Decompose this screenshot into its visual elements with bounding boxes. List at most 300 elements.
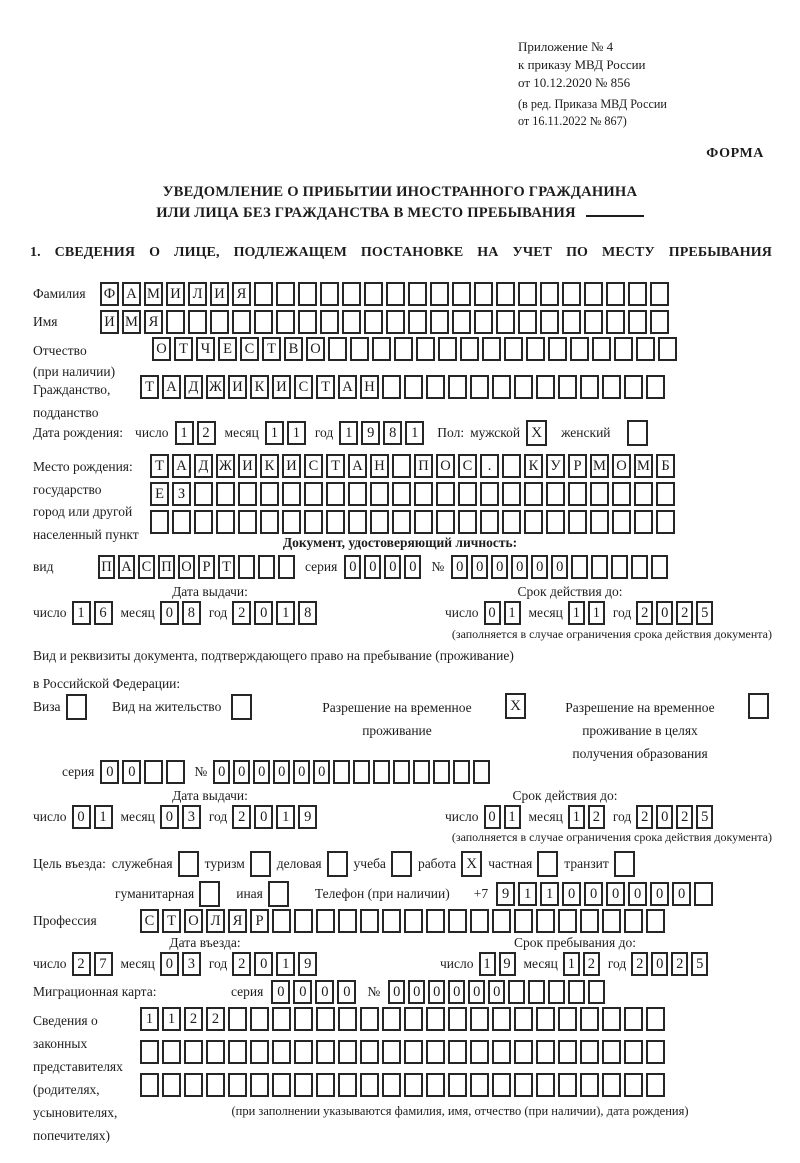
char-cell[interactable] xyxy=(382,1073,401,1097)
char-cell[interactable] xyxy=(558,1040,577,1064)
char-cell[interactable] xyxy=(624,1073,643,1097)
char-cell[interactable] xyxy=(382,1007,401,1031)
char-cell[interactable] xyxy=(278,555,295,579)
char-cell[interactable] xyxy=(392,454,411,478)
char-cell[interactable]: И xyxy=(100,310,119,334)
char-cell[interactable] xyxy=(590,510,609,534)
char-cell[interactable] xyxy=(298,282,317,306)
char-cell[interactable] xyxy=(254,282,273,306)
char-cell[interactable] xyxy=(584,310,603,334)
char-cell[interactable] xyxy=(502,454,521,478)
purpose-transit-checkbox[interactable] xyxy=(614,851,635,877)
char-cell[interactable] xyxy=(184,1040,203,1064)
char-cell[interactable] xyxy=(392,482,411,506)
char-cell[interactable] xyxy=(294,1040,313,1064)
char-cell[interactable] xyxy=(524,510,543,534)
char-cell[interactable]: 9 xyxy=(298,805,317,829)
char-cell[interactable]: Т xyxy=(262,337,281,361)
char-cell[interactable]: 0 xyxy=(160,952,179,976)
char-cell[interactable] xyxy=(386,310,405,334)
char-cell[interactable]: З xyxy=(172,482,191,506)
char-cell[interactable] xyxy=(628,310,647,334)
char-cell[interactable] xyxy=(568,482,587,506)
char-cell[interactable]: 2 xyxy=(232,805,251,829)
char-cell[interactable]: С xyxy=(240,337,259,361)
char-cell[interactable] xyxy=(492,1040,511,1064)
char-cell[interactable] xyxy=(304,482,323,506)
char-cell[interactable]: 1 xyxy=(276,952,295,976)
char-cell[interactable]: К xyxy=(250,375,269,399)
char-cell[interactable]: 2 xyxy=(631,952,648,976)
char-cell[interactable]: 2 xyxy=(636,601,653,625)
char-cell[interactable] xyxy=(611,555,628,579)
char-cell[interactable]: О xyxy=(152,337,171,361)
char-cell[interactable] xyxy=(504,337,523,361)
char-cell[interactable] xyxy=(382,1040,401,1064)
char-cell[interactable]: 1 xyxy=(339,421,358,445)
char-cell[interactable]: 0 xyxy=(551,555,568,579)
char-cell[interactable]: Е xyxy=(218,337,237,361)
char-cell[interactable]: Т xyxy=(174,337,193,361)
char-cell[interactable] xyxy=(436,510,455,534)
char-cell[interactable]: 0 xyxy=(628,882,647,906)
char-cell[interactable]: 1 xyxy=(479,952,496,976)
char-cell[interactable]: А xyxy=(172,454,191,478)
char-cell[interactable] xyxy=(482,337,501,361)
char-cell[interactable]: 0 xyxy=(468,980,485,1004)
migration-number-cells[interactable] xyxy=(388,980,608,1004)
char-cell[interactable]: Т xyxy=(140,375,159,399)
char-cell[interactable] xyxy=(646,1073,665,1097)
char-cell[interactable]: М xyxy=(590,454,609,478)
char-cell[interactable]: Т xyxy=(316,375,335,399)
char-cell[interactable] xyxy=(360,909,379,933)
residence-issue-day-cells[interactable] xyxy=(72,805,116,829)
char-cell[interactable]: С xyxy=(294,375,313,399)
char-cell[interactable] xyxy=(562,310,581,334)
char-cell[interactable] xyxy=(558,1073,577,1097)
char-cell[interactable]: А xyxy=(118,555,135,579)
char-cell[interactable] xyxy=(426,375,445,399)
char-cell[interactable] xyxy=(624,1040,643,1064)
char-cell[interactable] xyxy=(276,282,295,306)
char-cell[interactable] xyxy=(350,337,369,361)
char-cell[interactable]: И xyxy=(282,454,301,478)
char-cell[interactable]: 0 xyxy=(484,805,501,829)
char-cell[interactable]: 6 xyxy=(94,601,113,625)
char-cell[interactable] xyxy=(694,882,713,906)
char-cell[interactable]: 0 xyxy=(364,555,381,579)
char-cell[interactable]: 0 xyxy=(100,760,119,784)
surname-cells[interactable] xyxy=(100,282,672,306)
birth-place-cells-2[interactable] xyxy=(150,482,678,506)
char-cell[interactable]: Ч xyxy=(196,337,215,361)
char-cell[interactable]: 2 xyxy=(671,952,688,976)
char-cell[interactable]: 0 xyxy=(488,980,505,1004)
char-cell[interactable] xyxy=(624,1007,643,1031)
char-cell[interactable]: 1 xyxy=(568,805,585,829)
char-cell[interactable]: 0 xyxy=(271,980,290,1004)
identity-valid-year-cells[interactable] xyxy=(636,601,716,625)
char-cell[interactable] xyxy=(558,1007,577,1031)
char-cell[interactable] xyxy=(612,510,631,534)
char-cell[interactable] xyxy=(408,282,427,306)
char-cell[interactable]: Ф xyxy=(100,282,119,306)
char-cell[interactable] xyxy=(602,909,621,933)
char-cell[interactable]: У xyxy=(546,454,565,478)
char-cell[interactable] xyxy=(612,482,631,506)
char-cell[interactable] xyxy=(558,375,577,399)
char-cell[interactable] xyxy=(656,482,675,506)
char-cell[interactable] xyxy=(474,282,493,306)
char-cell[interactable] xyxy=(636,337,655,361)
char-cell[interactable] xyxy=(524,482,543,506)
char-cell[interactable] xyxy=(333,760,350,784)
char-cell[interactable] xyxy=(228,1073,247,1097)
profession-cells[interactable] xyxy=(140,909,668,933)
char-cell[interactable] xyxy=(250,1007,269,1031)
birth-year-cells[interactable] xyxy=(339,421,427,445)
char-cell[interactable] xyxy=(392,510,411,534)
char-cell[interactable] xyxy=(272,1040,291,1064)
char-cell[interactable]: 1 xyxy=(405,421,424,445)
char-cell[interactable]: 9 xyxy=(361,421,380,445)
char-cell[interactable] xyxy=(656,510,675,534)
char-cell[interactable] xyxy=(580,1007,599,1031)
char-cell[interactable]: 1 xyxy=(94,805,113,829)
char-cell[interactable] xyxy=(408,310,427,334)
char-cell[interactable]: 0 xyxy=(122,760,141,784)
char-cell[interactable] xyxy=(210,310,229,334)
char-cell[interactable]: Р xyxy=(198,555,215,579)
char-cell[interactable]: И xyxy=(228,375,247,399)
char-cell[interactable] xyxy=(370,482,389,506)
char-cell[interactable] xyxy=(548,337,567,361)
char-cell[interactable]: 0 xyxy=(160,601,179,625)
char-cell[interactable] xyxy=(492,1073,511,1097)
char-cell[interactable] xyxy=(433,760,450,784)
char-cell[interactable]: 1 xyxy=(140,1007,159,1031)
char-cell[interactable] xyxy=(658,337,677,361)
char-cell[interactable]: Т xyxy=(150,454,169,478)
char-cell[interactable] xyxy=(144,760,163,784)
char-cell[interactable] xyxy=(338,1073,357,1097)
char-cell[interactable]: А xyxy=(348,454,367,478)
birth-day-cells[interactable] xyxy=(175,421,219,445)
identity-valid-month-cells[interactable] xyxy=(568,601,608,625)
char-cell[interactable]: 0 xyxy=(213,760,230,784)
char-cell[interactable] xyxy=(528,980,545,1004)
char-cell[interactable] xyxy=(480,510,499,534)
char-cell[interactable]: 8 xyxy=(298,601,317,625)
char-cell[interactable] xyxy=(364,282,383,306)
identity-valid-day-cells[interactable] xyxy=(484,601,524,625)
char-cell[interactable] xyxy=(254,310,273,334)
char-cell[interactable]: Я xyxy=(228,909,247,933)
char-cell[interactable] xyxy=(338,1007,357,1031)
birth-place-cells-1[interactable] xyxy=(150,454,678,478)
entry-year-cells[interactable] xyxy=(232,952,320,976)
char-cell[interactable] xyxy=(536,909,555,933)
purpose-tourism-checkbox[interactable] xyxy=(250,851,271,877)
char-cell[interactable] xyxy=(416,337,435,361)
char-cell[interactable] xyxy=(216,482,235,506)
char-cell[interactable] xyxy=(570,337,589,361)
char-cell[interactable]: 9 xyxy=(496,882,515,906)
char-cell[interactable]: 1 xyxy=(72,601,91,625)
name-cells[interactable] xyxy=(100,310,672,334)
char-cell[interactable]: 2 xyxy=(232,601,251,625)
char-cell[interactable] xyxy=(316,1073,335,1097)
doc-kind-cells[interactable] xyxy=(98,555,298,579)
char-cell[interactable]: А xyxy=(122,282,141,306)
char-cell[interactable]: С xyxy=(304,454,323,478)
char-cell[interactable]: 1 xyxy=(588,601,605,625)
representatives-cells-2[interactable] xyxy=(140,1040,668,1064)
char-cell[interactable] xyxy=(631,555,648,579)
char-cell[interactable] xyxy=(260,482,279,506)
char-cell[interactable]: И xyxy=(238,454,257,478)
char-cell[interactable] xyxy=(438,337,457,361)
char-cell[interactable] xyxy=(526,337,545,361)
char-cell[interactable] xyxy=(414,510,433,534)
char-cell[interactable] xyxy=(508,980,525,1004)
char-cell[interactable] xyxy=(162,1073,181,1097)
representatives-cells-3[interactable] xyxy=(140,1073,668,1097)
char-cell[interactable]: Т xyxy=(162,909,181,933)
char-cell[interactable]: К xyxy=(260,454,279,478)
char-cell[interactable] xyxy=(602,1073,621,1097)
char-cell[interactable] xyxy=(370,510,389,534)
char-cell[interactable] xyxy=(394,337,413,361)
char-cell[interactable] xyxy=(492,909,511,933)
char-cell[interactable]: 2 xyxy=(206,1007,225,1031)
purpose-study-checkbox[interactable] xyxy=(391,851,412,877)
char-cell[interactable] xyxy=(382,909,401,933)
char-cell[interactable]: М xyxy=(634,454,653,478)
char-cell[interactable] xyxy=(238,510,257,534)
char-cell[interactable]: 1 xyxy=(568,601,585,625)
char-cell[interactable]: И xyxy=(166,282,185,306)
char-cell[interactable]: 0 xyxy=(650,882,669,906)
identity-issue-day-cells[interactable] xyxy=(72,601,116,625)
stay-year-cells[interactable] xyxy=(631,952,711,976)
char-cell[interactable]: 0 xyxy=(233,760,250,784)
stay-day-cells[interactable] xyxy=(479,952,519,976)
char-cell[interactable]: 0 xyxy=(448,980,465,1004)
char-cell[interactable] xyxy=(258,555,275,579)
char-cell[interactable] xyxy=(436,482,455,506)
char-cell[interactable] xyxy=(238,482,257,506)
char-cell[interactable] xyxy=(492,1007,511,1031)
char-cell[interactable]: 0 xyxy=(656,805,673,829)
char-cell[interactable] xyxy=(584,282,603,306)
char-cell[interactable] xyxy=(646,1040,665,1064)
char-cell[interactable] xyxy=(502,482,521,506)
char-cell[interactable] xyxy=(188,310,207,334)
char-cell[interactable]: 1 xyxy=(276,805,295,829)
char-cell[interactable] xyxy=(272,909,291,933)
char-cell[interactable] xyxy=(294,1073,313,1097)
stay-month-cells[interactable] xyxy=(563,952,603,976)
char-cell[interactable]: 0 xyxy=(160,805,179,829)
char-cell[interactable]: 0 xyxy=(344,555,361,579)
char-cell[interactable] xyxy=(272,1073,291,1097)
char-cell[interactable] xyxy=(430,282,449,306)
char-cell[interactable]: О xyxy=(184,909,203,933)
char-cell[interactable] xyxy=(624,375,643,399)
birth-month-cells[interactable] xyxy=(265,421,309,445)
char-cell[interactable] xyxy=(536,375,555,399)
char-cell[interactable] xyxy=(448,1040,467,1064)
char-cell[interactable]: 0 xyxy=(254,805,273,829)
char-cell[interactable] xyxy=(404,1007,423,1031)
char-cell[interactable]: А xyxy=(338,375,357,399)
purpose-private-checkbox[interactable] xyxy=(537,851,558,877)
char-cell[interactable] xyxy=(448,909,467,933)
char-cell[interactable] xyxy=(540,282,559,306)
char-cell[interactable]: 8 xyxy=(383,421,402,445)
char-cell[interactable] xyxy=(460,337,479,361)
phone-cells[interactable] xyxy=(496,882,716,906)
migration-series-cells[interactable] xyxy=(271,980,359,1004)
char-cell[interactable] xyxy=(518,282,537,306)
residence-number-cells[interactable] xyxy=(213,760,493,784)
char-cell[interactable]: Е xyxy=(150,482,169,506)
char-cell[interactable] xyxy=(364,310,383,334)
char-cell[interactable]: Д xyxy=(194,454,213,478)
char-cell[interactable] xyxy=(426,1007,445,1031)
char-cell[interactable]: П xyxy=(158,555,175,579)
char-cell[interactable]: 8 xyxy=(182,601,201,625)
char-cell[interactable] xyxy=(294,909,313,933)
char-cell[interactable] xyxy=(470,909,489,933)
char-cell[interactable] xyxy=(414,482,433,506)
char-cell[interactable] xyxy=(452,282,471,306)
char-cell[interactable] xyxy=(304,510,323,534)
char-cell[interactable] xyxy=(590,482,609,506)
char-cell[interactable] xyxy=(326,482,345,506)
char-cell[interactable] xyxy=(426,909,445,933)
char-cell[interactable] xyxy=(282,510,301,534)
char-cell[interactable]: О xyxy=(436,454,455,478)
char-cell[interactable]: 1 xyxy=(563,952,580,976)
char-cell[interactable]: М xyxy=(122,310,141,334)
char-cell[interactable] xyxy=(634,482,653,506)
representatives-cells-1[interactable] xyxy=(140,1007,668,1031)
char-cell[interactable] xyxy=(404,909,423,933)
char-cell[interactable]: О xyxy=(612,454,631,478)
char-cell[interactable] xyxy=(496,310,515,334)
char-cell[interactable]: 5 xyxy=(691,952,708,976)
char-cell[interactable] xyxy=(650,282,669,306)
char-cell[interactable] xyxy=(580,909,599,933)
doc-series-cells[interactable] xyxy=(344,555,424,579)
male-checkbox[interactable]: X xyxy=(526,420,547,446)
char-cell[interactable] xyxy=(238,555,255,579)
char-cell[interactable] xyxy=(474,310,493,334)
char-cell[interactable] xyxy=(228,1040,247,1064)
char-cell[interactable] xyxy=(470,375,489,399)
char-cell[interactable]: 2 xyxy=(72,952,91,976)
char-cell[interactable] xyxy=(492,375,511,399)
doc-number-cells[interactable] xyxy=(451,555,671,579)
char-cell[interactable]: 1 xyxy=(265,421,284,445)
char-cell[interactable] xyxy=(624,909,643,933)
char-cell[interactable] xyxy=(166,760,185,784)
char-cell[interactable]: 0 xyxy=(404,555,421,579)
char-cell[interactable] xyxy=(338,909,357,933)
char-cell[interactable]: Л xyxy=(188,282,207,306)
char-cell[interactable] xyxy=(588,980,605,1004)
char-cell[interactable]: 1 xyxy=(504,805,521,829)
char-cell[interactable] xyxy=(404,1040,423,1064)
char-cell[interactable]: 0 xyxy=(315,980,334,1004)
char-cell[interactable]: 5 xyxy=(696,805,713,829)
char-cell[interactable] xyxy=(602,1040,621,1064)
char-cell[interactable] xyxy=(606,310,625,334)
char-cell[interactable]: 2 xyxy=(232,952,251,976)
char-cell[interactable] xyxy=(372,337,391,361)
char-cell[interactable] xyxy=(571,555,588,579)
entry-month-cells[interactable] xyxy=(160,952,204,976)
char-cell[interactable]: 0 xyxy=(562,882,581,906)
entry-day-cells[interactable] xyxy=(72,952,116,976)
residence-valid-day-cells[interactable] xyxy=(484,805,524,829)
char-cell[interactable] xyxy=(316,1040,335,1064)
char-cell[interactable] xyxy=(342,310,361,334)
char-cell[interactable]: Р xyxy=(568,454,587,478)
char-cell[interactable] xyxy=(448,375,467,399)
char-cell[interactable] xyxy=(382,375,401,399)
char-cell[interactable] xyxy=(452,310,471,334)
char-cell[interactable] xyxy=(404,1073,423,1097)
char-cell[interactable]: Т xyxy=(326,454,345,478)
char-cell[interactable]: 0 xyxy=(388,980,405,1004)
char-cell[interactable]: 1 xyxy=(540,882,559,906)
char-cell[interactable] xyxy=(473,760,490,784)
char-cell[interactable] xyxy=(316,909,335,933)
char-cell[interactable] xyxy=(298,310,317,334)
char-cell[interactable] xyxy=(216,510,235,534)
char-cell[interactable] xyxy=(470,1040,489,1064)
char-cell[interactable]: С xyxy=(458,454,477,478)
purpose-commercial-checkbox[interactable] xyxy=(327,851,348,877)
char-cell[interactable] xyxy=(162,1040,181,1064)
char-cell[interactable]: 3 xyxy=(182,805,201,829)
char-cell[interactable] xyxy=(480,482,499,506)
char-cell[interactable] xyxy=(360,1007,379,1031)
char-cell[interactable] xyxy=(580,375,599,399)
char-cell[interactable]: Л xyxy=(206,909,225,933)
char-cell[interactable] xyxy=(282,482,301,506)
char-cell[interactable] xyxy=(342,282,361,306)
char-cell[interactable] xyxy=(426,1073,445,1097)
char-cell[interactable]: 0 xyxy=(584,882,603,906)
purpose-other-checkbox[interactable] xyxy=(268,881,289,907)
char-cell[interactable]: 0 xyxy=(293,760,310,784)
char-cell[interactable] xyxy=(514,1007,533,1031)
patronymic-cells[interactable] xyxy=(152,337,680,361)
char-cell[interactable]: П xyxy=(98,555,115,579)
char-cell[interactable]: 0 xyxy=(428,980,445,1004)
char-cell[interactable]: П xyxy=(414,454,433,478)
char-cell[interactable] xyxy=(646,1007,665,1031)
char-cell[interactable] xyxy=(320,310,339,334)
char-cell[interactable] xyxy=(514,375,533,399)
char-cell[interactable]: 5 xyxy=(696,601,713,625)
char-cell[interactable] xyxy=(206,1040,225,1064)
